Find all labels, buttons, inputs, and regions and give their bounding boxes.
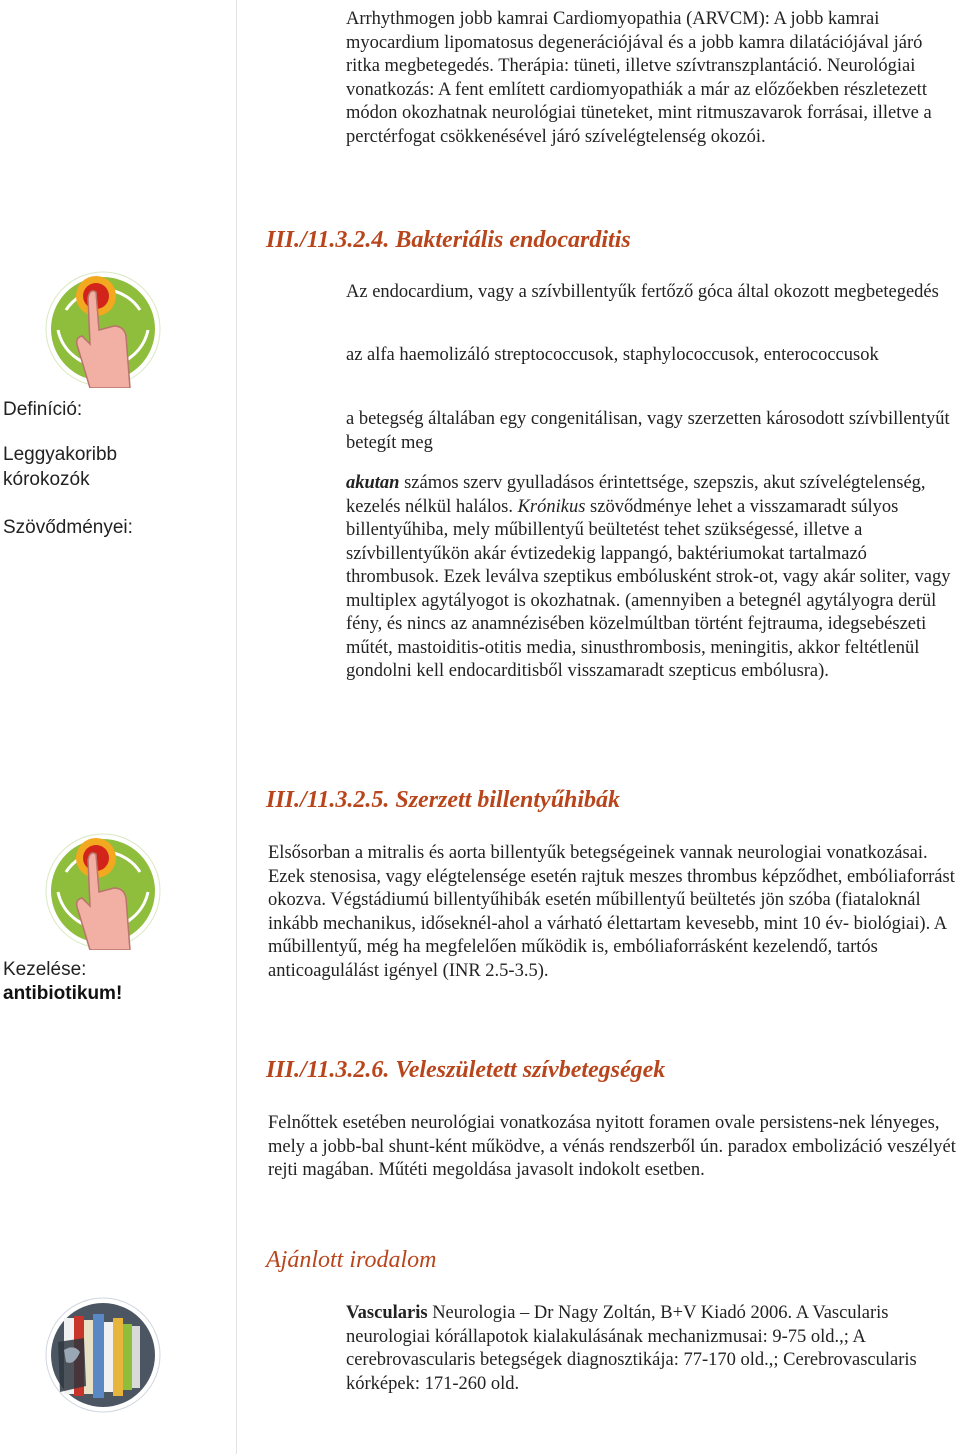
label-pathogens-line2: kórokozók bbox=[3, 469, 90, 490]
section-heading-congenital: III./11.3.2.6. Veleszületett szívbetegségek bbox=[266, 1057, 666, 1083]
chronic-text: szövődménye lehet a visszamaradt súlyos billentyűhiba, mely műbillentyű beültetést tehet szükségessé, illetve a szívbillentyűkön akár évtizedekig lappangó, baktériumokat tartalmazó thrombusok. Ezek leválva szeptikus embólusként strok-ot, vagy akár soliter, vagy multiplex agytályogot is okozhatnak. (amennyiben a betegnél agytályogra derül fény, és nincs az anamnézisében közelmúltban történt fejtrauma, idegsebészeti műtét, mastoiditis-otitis media, sinusthrombosis, meningitis, akkor feltétlenül gondolni kell endocarditisből visszamaradt szepticus embólusra). bbox=[346, 496, 951, 681]
book-stack-icon bbox=[44, 1296, 162, 1414]
predisposition-text: a betegség általában egy congenitálisan, vagy szerzetten károsodott szívbillentyűt betegít meg bbox=[346, 409, 950, 453]
valve-defects-paragraph: Elsősorban a mitralis és aorta billentyűk betegségeinek vannak neurologiai vonatkozásai. Ezek stenosisa, vagy elégtelensége esetén rajtuk meszes thrombus képződhet, embóliaforrást okozva. Végstádiumú billentyűhibák esetén műbillentyű beültetés jön szóba (fiataloknál inkább mechanikus, időseknél-ahol a várható élettartam kevesebb, mint 10 év- biológiai). A műbillentyű, még ha megfelelően működik is, embóliaforrásként kezelendő, tartós anticoagulálást igényel (INR 2.5-3.5). bbox=[268, 843, 955, 981]
literature-rest: Neurologia – Dr Nagy Zoltán, B+V Kiadó 2006. A Vascularis neurologiai kórállapotok kialakulásának mechanizmusai: 9-75 old.,; A cerebrovascularis betegségek diagnosztikája: 77-170 old.,; Cerebrovascularis kórképek: 171-260 old. bbox=[346, 1303, 917, 1394]
literature-heading: Ajánlott irodalom bbox=[266, 1247, 437, 1273]
label-pathogens-line1: Leggyakoribb bbox=[3, 444, 118, 465]
section-heading-valve-defects: III./11.3.2.5. Szerzett billentyűhibák bbox=[266, 787, 621, 813]
touch-hand-icon bbox=[44, 832, 162, 950]
label-complications: Szövődményei: bbox=[3, 517, 133, 538]
label-treatment: Kezelése: bbox=[3, 959, 87, 980]
touch-hand-icon bbox=[44, 270, 162, 388]
chronic-keyword: Krónikus bbox=[517, 496, 586, 517]
literature-text bbox=[346, 1302, 956, 1396]
congenital-paragraph: Felnőttek esetében neurológiai vonatkozása nyitott foramen ovale persistens-nek lényeges, mely a jobb-bal shunt-ként működve, a vénás rendszerből ún. paradox embolizáció veszélyét rejti magában. Műtéti megoldása javasolt indokolt esetben. bbox=[268, 1113, 956, 1180]
section-heading-endocarditis: III./11.3.2.4. Bakteriális endocarditis bbox=[266, 227, 631, 253]
label-definition: Definíció: bbox=[3, 399, 83, 420]
complications-text bbox=[346, 472, 956, 684]
acute-text: számos szerv gyulladásos érintettsége, szepszis, akut szívelégtelenség, kezelés nélkül halálos. bbox=[346, 473, 926, 517]
intro-paragraph: Arrhythmogen jobb kamrai Cardiomyopathia (ARVCM): A jobb kamrai myocardium lipomatosus degenerációjával és a jobb kamra dilatációjával járó ritka megbetegedés. Therápia: tüneti, illetve szívtranszplantáció. Neurológiai vonatkozás: A fent említett cardiomyopathiák a már az előzőekben részletezett módon okozhatnak neurológiai tüneteket, mint ritmuszavarok forrásai, illetve a perctérfogat csökkenésével járó szívelégtelenség okozói. bbox=[346, 9, 932, 147]
pathogens-text: az alfa haemolizáló streptococcusok, staphylococcusok, enterococcusok bbox=[346, 345, 879, 365]
treatment-value: antibiotikum! bbox=[3, 983, 123, 1004]
literature-bold-title: Vascularis bbox=[346, 1303, 428, 1323]
column-divider bbox=[236, 0, 237, 1454]
definition-text: Az endocardium, vagy a szívbillentyűk fertőző góca által okozott megbetegedés bbox=[346, 282, 939, 302]
acute-keyword: akutan bbox=[346, 473, 400, 493]
